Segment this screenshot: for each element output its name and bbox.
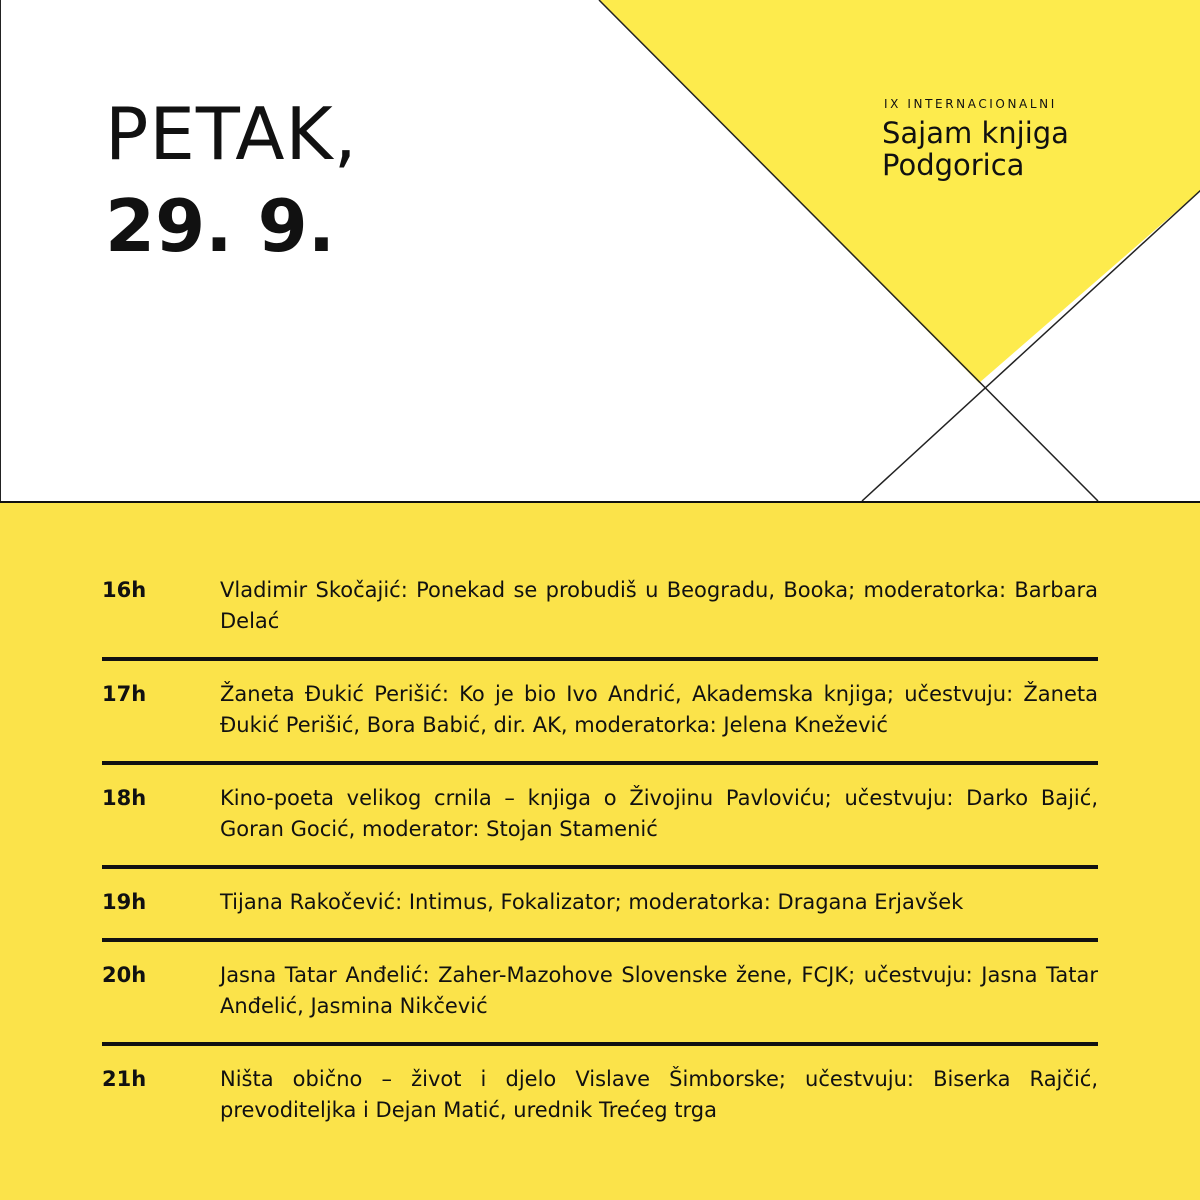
- schedule-row: [102, 956, 1098, 1046]
- schedule-list: [102, 571, 1098, 1146]
- schedule-section: [0, 501, 1200, 1200]
- schedule-description: Jasna Tatar Anđelić: Zaher-Mazohove Slovenske žene, FCJK; učestvuju: Jasna Tatar Anđelić, Jasmina Nikčević: [220, 963, 1098, 1018]
- schedule-row: [102, 1060, 1098, 1146]
- schedule-description: Tijana Rakočević: Intimus, Fokalizator; moderatorka: Dragana Erjavšek: [220, 890, 964, 914]
- header-section: [0, 0, 1200, 501]
- fair-logo-subtitle: IX INTERNACIONALNI: [884, 97, 1057, 111]
- schedule-description: Žaneta Đukić Perišić: Ko je bio Ivo Andrić, Akademska knjiga; učestvuju: Žaneta Đukić Perišić, Bora Babić, dir. AK, moderatorka: Jelena Knežević: [220, 682, 1098, 737]
- day-heading: PETAK,: [105, 92, 358, 176]
- schedule-description: Vladimir Skočajić: Ponekad se probudiš u Beogradu, Booka; moderatorka: Barbara Delać: [220, 578, 1098, 633]
- fair-logo: [882, 97, 1142, 181]
- schedule-row: [102, 779, 1098, 869]
- fair-logo-line-2: Podgorica: [882, 148, 1025, 182]
- date-heading: 29. 9.: [105, 184, 336, 268]
- schedule-time: 17h: [102, 682, 147, 706]
- schedule-time: 21h: [102, 1067, 147, 1091]
- schedule-time: 19h: [102, 890, 147, 914]
- schedule-time: 18h: [102, 786, 147, 810]
- schedule-row: [102, 675, 1098, 765]
- schedule-time: 16h: [102, 578, 147, 602]
- schedule-description: Kino-poeta velikog crnila – knjiga o Živojinu Pavloviću; učestvuju: Darko Bajić, Goran Gocić, moderator: Stojan Stamenić: [220, 786, 1098, 841]
- schedule-row: [102, 883, 1098, 942]
- schedule-row: [102, 571, 1098, 661]
- fair-logo-line-1: Sajam knjiga: [882, 116, 1069, 150]
- schedule-time: 20h: [102, 963, 147, 987]
- schedule-description: Ništa obično – život i djelo Vislave Šimborske; učestvuju: Biserka Rajčić, prevoditeljka i Dejan Matić, urednik Trećeg trga: [220, 1067, 1098, 1122]
